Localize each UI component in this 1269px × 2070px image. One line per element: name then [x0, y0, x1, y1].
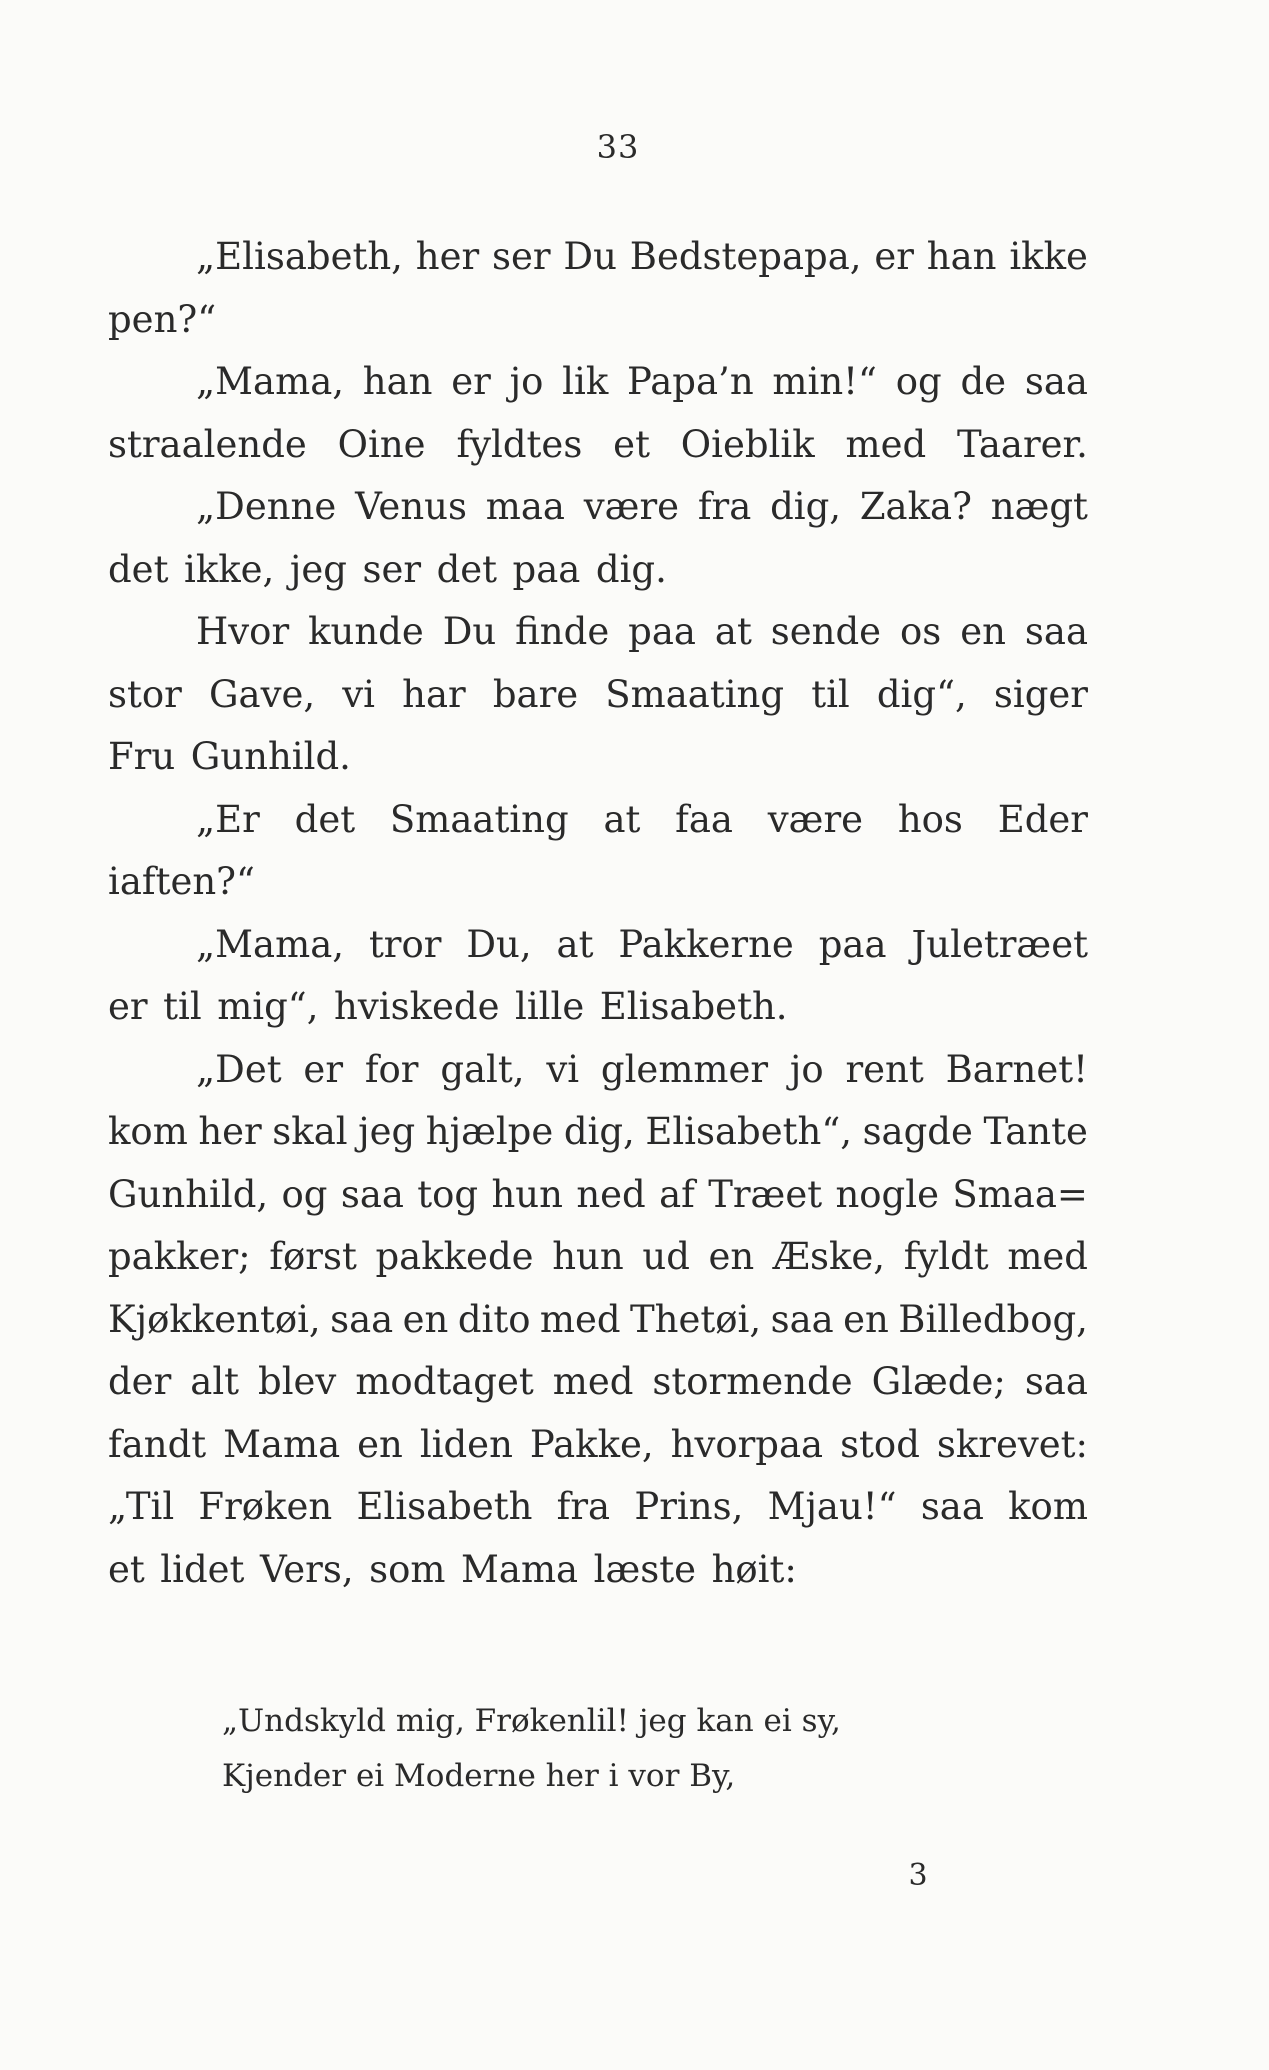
word: hos	[897, 797, 963, 841]
word: saa	[1024, 360, 1088, 403]
word: Smaating	[389, 797, 569, 841]
text-line	[108, 1539, 1088, 1602]
word: Papa’n	[627, 360, 754, 403]
word: hviskede	[334, 985, 500, 1028]
word: saa	[1024, 610, 1088, 653]
word: en	[708, 1235, 755, 1278]
word: glemmer	[600, 1047, 769, 1091]
word: pakkede	[375, 1235, 534, 1278]
word: dig,	[770, 485, 842, 528]
word: hvorpaa	[670, 1422, 824, 1466]
word: Bedstepapa,	[629, 235, 862, 278]
word: ikke	[1009, 235, 1088, 278]
word: sende	[770, 610, 882, 653]
word: er	[451, 360, 491, 403]
word: Du	[442, 610, 497, 653]
text-line	[108, 1101, 1088, 1164]
word: Pakke,	[529, 1422, 654, 1466]
word: lille	[515, 985, 585, 1028]
text-line	[108, 1351, 1088, 1414]
word: en	[960, 610, 1006, 653]
word: først	[269, 1235, 357, 1278]
word: og	[895, 360, 942, 403]
text-line	[108, 601, 1088, 664]
word: finde	[515, 610, 610, 653]
word: Vers,	[259, 1547, 354, 1591]
word: alt	[190, 1360, 240, 1403]
word: sagde	[862, 1110, 973, 1153]
word: tog	[417, 1172, 479, 1216]
word: „Det	[196, 1047, 282, 1091]
word: saa	[920, 1485, 984, 1528]
word: dito	[457, 1297, 531, 1341]
verse-line: Kjender ei Moderne her i vor By,	[222, 1758, 736, 1794]
page-number: 33	[596, 128, 640, 166]
word: der	[108, 1360, 172, 1403]
word: nogle	[835, 1172, 939, 1216]
word: skal	[272, 1110, 348, 1153]
word: iaften?“	[108, 860, 255, 903]
word: har	[402, 672, 466, 716]
word: saa	[1024, 1360, 1088, 1403]
word: paa	[512, 547, 581, 591]
word: hun	[552, 1235, 624, 1278]
word: læste	[593, 1547, 697, 1591]
word: kunde	[308, 610, 424, 653]
word: en	[402, 1297, 449, 1341]
word: stor	[108, 672, 182, 716]
word: lidet	[160, 1547, 245, 1591]
word: Smaating	[605, 672, 785, 716]
word: en	[357, 1422, 403, 1466]
word: er	[303, 1047, 344, 1091]
word: vi	[546, 1047, 580, 1091]
word: saa	[340, 1172, 404, 1216]
word: at	[603, 797, 641, 841]
word: galt,	[440, 1047, 525, 1091]
word: et	[613, 422, 650, 466]
word: Elisabeth“,	[645, 1110, 853, 1153]
word: „Mama,	[196, 922, 345, 966]
word: Gunhild,	[108, 1172, 269, 1216]
word: Zaka?	[859, 485, 972, 528]
word: ikke,	[183, 547, 275, 591]
word: Oieblik	[680, 422, 815, 466]
word: ned	[576, 1172, 646, 1216]
text-line	[108, 851, 1088, 914]
word: jeg	[358, 1110, 416, 1153]
word: rent	[845, 1047, 924, 1091]
word: det	[436, 547, 498, 591]
text-line	[108, 1289, 1088, 1352]
word: hjælpe	[425, 1110, 554, 1153]
word: med	[845, 422, 927, 466]
word: at	[714, 610, 752, 653]
word: Billedbog,	[898, 1297, 1088, 1341]
word: her	[415, 235, 480, 278]
word: maa	[485, 485, 565, 528]
word: jo	[789, 1047, 824, 1091]
word: mig“,	[217, 985, 319, 1028]
text-line	[108, 1414, 1088, 1477]
word: Prins,	[634, 1485, 744, 1528]
word: Elisabeth.	[599, 985, 788, 1028]
word: „Elisabeth,	[196, 235, 403, 278]
word: fandt	[108, 1422, 207, 1466]
text-line	[108, 726, 1088, 789]
body-text	[108, 226, 1088, 1601]
word: „Til	[108, 1485, 175, 1528]
word: Tante	[983, 1110, 1088, 1153]
word: Juletræet	[911, 922, 1088, 966]
word: saa	[330, 1297, 394, 1341]
text-line	[108, 789, 1088, 852]
text-line	[108, 226, 1088, 289]
word: straalende	[108, 422, 307, 466]
text-line	[108, 289, 1088, 352]
word: et	[108, 1547, 145, 1591]
word: Gunhild.	[190, 735, 351, 778]
word: paa	[628, 610, 696, 653]
word: kom	[108, 1110, 188, 1153]
word: Æske,	[772, 1235, 886, 1278]
word: fyldtes	[456, 422, 583, 466]
word: af	[659, 1172, 695, 1216]
word: høit:	[711, 1547, 797, 1591]
word: være	[767, 797, 864, 841]
word: Barnet!	[945, 1047, 1088, 1091]
word: bare	[492, 672, 579, 716]
word: Elisabeth	[356, 1485, 533, 1528]
word: med	[552, 1360, 634, 1403]
word: dig“,	[876, 672, 967, 716]
word: med	[539, 1297, 621, 1341]
word: dig,	[563, 1110, 635, 1153]
word: Mjau!“	[767, 1485, 897, 1528]
word: fra	[697, 485, 752, 528]
word: nægt	[990, 485, 1088, 528]
word: blev	[258, 1360, 337, 1403]
verse-line: „Undskyld mig, Frøkenlil! jeg kan ei sy,	[222, 1703, 841, 1739]
text-line	[108, 1164, 1088, 1227]
word: tror	[368, 922, 442, 966]
word: liden	[419, 1422, 513, 1466]
word: er	[874, 235, 914, 278]
word: til	[163, 985, 202, 1028]
word: Venus	[355, 485, 467, 528]
word: paa	[818, 922, 887, 966]
word: Mama	[223, 1422, 341, 1466]
text-line	[108, 664, 1088, 727]
word: dig.	[595, 547, 667, 591]
signature-mark: 3	[908, 1858, 928, 1893]
word: med	[1007, 1235, 1088, 1278]
word: Pakkerne	[618, 922, 794, 966]
word: er	[108, 985, 148, 1028]
word: det	[108, 547, 169, 591]
word: Eder	[997, 797, 1088, 841]
word: faa	[675, 797, 733, 841]
word: en	[843, 1297, 889, 1341]
word: min!“	[772, 360, 877, 403]
word: Du	[563, 235, 617, 278]
word: skrevet:	[936, 1422, 1088, 1466]
word: ud	[642, 1235, 690, 1278]
word: Mama	[461, 1547, 579, 1591]
word: han	[362, 360, 433, 403]
word: jo	[509, 360, 544, 403]
word: og	[281, 1172, 328, 1216]
word: Fru	[108, 735, 176, 778]
text-line	[108, 351, 1088, 414]
word: Frøken	[198, 1485, 333, 1528]
word: Smaa=	[952, 1172, 1088, 1216]
word: til	[811, 672, 850, 716]
word: han	[926, 235, 997, 278]
word: „Denne	[196, 485, 337, 528]
word: være	[583, 485, 680, 528]
word: ser	[492, 235, 551, 278]
text-line	[108, 414, 1088, 477]
text-line	[108, 1226, 1088, 1289]
word: de	[960, 360, 1007, 403]
word: stod	[840, 1422, 920, 1466]
word: det	[294, 797, 356, 841]
word: Taarer.	[957, 422, 1088, 466]
word: Træet	[708, 1172, 823, 1216]
text-line	[108, 1039, 1088, 1102]
word: Thetøi,	[630, 1297, 762, 1341]
word: modtaget	[355, 1360, 534, 1403]
word: fra	[556, 1485, 611, 1528]
word: hun	[491, 1172, 563, 1216]
word: Du,	[466, 922, 532, 966]
word: fyldt	[903, 1235, 989, 1278]
word: pakker;	[108, 1235, 251, 1278]
word: vi	[342, 672, 376, 716]
word: for	[364, 1047, 419, 1091]
word: siger	[993, 672, 1088, 716]
word: kom	[1008, 1485, 1088, 1528]
word: Glæde;	[871, 1360, 1006, 1403]
word: her	[198, 1110, 262, 1153]
word: Kjøkkentøi,	[108, 1297, 321, 1341]
word: lik	[562, 360, 609, 403]
text-line	[108, 539, 1088, 602]
word: at	[556, 922, 594, 966]
verse-block	[222, 1694, 902, 1804]
word: saa	[770, 1297, 834, 1341]
word: jeg	[289, 547, 347, 591]
word: „Mama,	[196, 360, 345, 403]
word: ser	[362, 547, 422, 591]
word: Gave,	[208, 672, 316, 716]
word: Hvor	[196, 610, 290, 653]
text-line	[108, 976, 1088, 1039]
word: stormende	[652, 1360, 853, 1403]
text-line	[108, 476, 1088, 539]
word: pen?“	[108, 297, 217, 341]
text-line	[108, 914, 1088, 977]
text-line	[108, 1476, 1088, 1539]
word: „Er	[196, 797, 260, 841]
word: Oine	[337, 422, 426, 466]
word: som	[369, 1547, 446, 1591]
word: os	[900, 610, 942, 653]
